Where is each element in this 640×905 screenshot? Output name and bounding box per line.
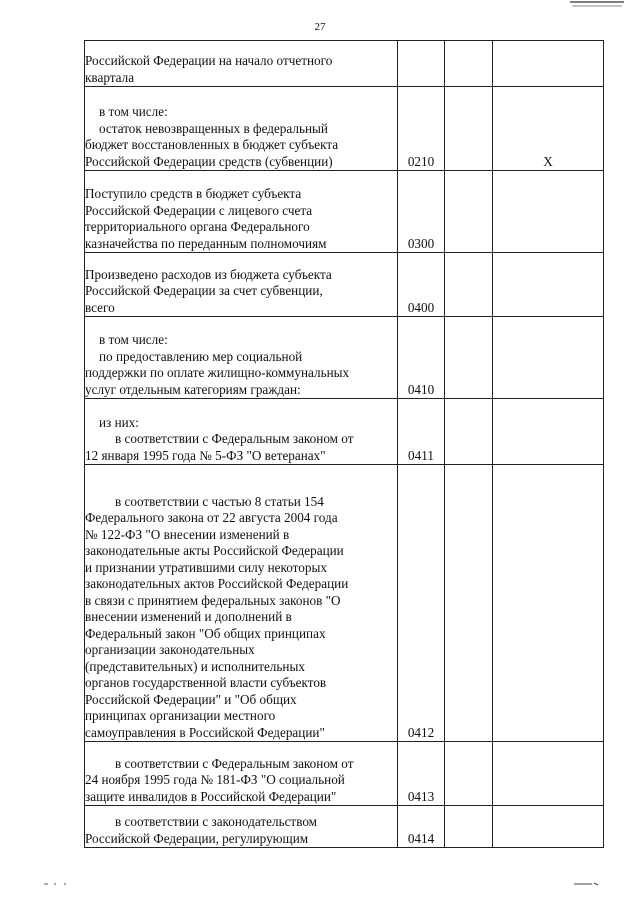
row-label-cell <box>85 87 398 171</box>
row-label-line: в соответствии с законодательством <box>115 814 318 829</box>
table-row <box>85 317 604 399</box>
value-cell <box>445 171 493 253</box>
row-label-line: Российской Федерации, регулирующим <box>85 830 309 846</box>
line-code: 0411 <box>398 399 445 465</box>
row-label-cell <box>85 317 398 399</box>
row-label-cell <box>85 253 398 317</box>
row-label-cell <box>85 171 398 253</box>
row-label-line: № 122-ФЗ "О внесении изменений в <box>85 526 290 542</box>
table-row <box>85 253 604 317</box>
scan-corner-mark <box>568 0 626 10</box>
row-label-line: защите инвалидов в Российской Федерации" <box>85 788 337 804</box>
line-code <box>398 41 445 87</box>
value-cell <box>445 41 493 87</box>
value-cell <box>445 317 493 399</box>
page-number: 27 <box>314 21 326 33</box>
row-label-line: (представительных) и исполнительных <box>85 658 305 674</box>
row-label-line: и признании утратившими силу некоторых <box>85 559 327 575</box>
table-row <box>85 806 604 848</box>
line-code: 0412 <box>398 465 445 742</box>
row-label-line: территориального органа Федерального <box>85 219 310 234</box>
row-label-line: 12 января 1995 года № 5-ФЗ "О ветеранах" <box>85 447 326 463</box>
row-label-line: принципах организации местного <box>85 708 276 723</box>
row-label-line: Федеральный закон "Об общих принципах <box>85 625 326 641</box>
scan-bottom-mark-left <box>42 881 70 887</box>
report-table <box>84 40 604 848</box>
row-label-line: в том числе: <box>99 332 168 347</box>
row-label-cell <box>85 806 398 848</box>
row-label-line: в том числе: <box>99 104 168 119</box>
table-row <box>85 742 604 806</box>
row-label-line: самоуправления в Российской Федерации" <box>85 724 325 740</box>
value-cell <box>445 399 493 465</box>
value-cell <box>445 465 493 742</box>
value-cell <box>493 399 604 465</box>
row-label-line: Российской Федерации за счет субвенции, <box>85 283 323 298</box>
value-cell <box>493 41 604 87</box>
line-code: 0300 <box>398 171 445 253</box>
row-label-line: организации законодательных <box>85 642 255 657</box>
value-cell <box>493 465 604 742</box>
row-label-line: из них: <box>99 414 139 430</box>
row-label-line: поддержки по оплате жилищно-коммунальных <box>85 365 350 380</box>
table-row <box>85 399 604 465</box>
table-row <box>85 465 604 742</box>
row-label-line: органов государственной власти субъектов <box>85 675 327 690</box>
value-cell <box>445 253 493 317</box>
row-label-cell <box>85 399 398 465</box>
row-label-line: законодательных актов Российской Федерации <box>85 576 349 591</box>
row-label-line: казначейства по переданным полномочиям <box>85 235 327 251</box>
value-cell <box>445 87 493 171</box>
row-label-line: Поступило средств в бюджет субъекта <box>85 186 302 201</box>
value-cell <box>493 317 604 399</box>
value-cell <box>493 806 604 848</box>
table-row <box>85 41 604 87</box>
row-label-line: в соответствии с Федеральным законом от <box>115 431 354 446</box>
row-label-line: в соответствии с частью 8 статьи 154 <box>115 493 324 509</box>
line-code: 0410 <box>398 317 445 399</box>
row-label-line: Российской Федерации" и "Об общих <box>85 691 297 707</box>
row-label-line: 24 ноября 1995 года № 181-ФЗ "О социальной <box>85 772 345 787</box>
row-label-line: услуг отдельным категориям граждан: <box>85 381 301 397</box>
line-code: 0400 <box>398 253 445 317</box>
row-label-line: Российской Федерации с лицевого счета <box>85 202 313 218</box>
row-label-line: квартала <box>85 69 135 85</box>
table-row <box>85 171 604 253</box>
row-label-line: в связи с принятием федеральных законов "О <box>85 592 341 608</box>
value-cell <box>445 742 493 806</box>
row-label-line: по предоставлению мер социальной <box>99 348 303 364</box>
row-label-line: в соответствии с Федеральным законом от <box>115 755 354 771</box>
value-cell <box>493 253 604 317</box>
row-label-cell <box>85 465 398 742</box>
line-code: 0210 <box>398 87 445 171</box>
value-cell <box>493 171 604 253</box>
line-code: 0413 <box>398 742 445 806</box>
row-label-line: Российской Федерации средств (субвенции) <box>85 153 333 169</box>
line-code: 0414 <box>398 806 445 848</box>
row-label-line: бюджет восстановленных в бюджет субъекта <box>85 137 339 152</box>
value-cell <box>493 742 604 806</box>
row-label-line: остаток невозвращенных в федеральный <box>99 120 328 136</box>
row-label-line: всего <box>85 299 115 315</box>
row-label-line: Российской Федерации на начало отчетного <box>85 53 333 68</box>
row-label-cell <box>85 742 398 806</box>
row-label-line: законодательные акты Российской Федерации <box>85 543 344 558</box>
row-label-line: Произведено расходов из бюджета субъекта <box>85 266 332 282</box>
row-label-line: Федерального закона от 22 августа 2004 года <box>85 510 338 525</box>
table-row <box>85 87 604 171</box>
value-cell <box>445 806 493 848</box>
value-cell: X <box>493 87 604 171</box>
scan-bottom-mark-right <box>572 881 600 887</box>
row-label-line: внесении изменений и дополнений в <box>85 609 292 624</box>
row-label-cell <box>85 41 398 87</box>
